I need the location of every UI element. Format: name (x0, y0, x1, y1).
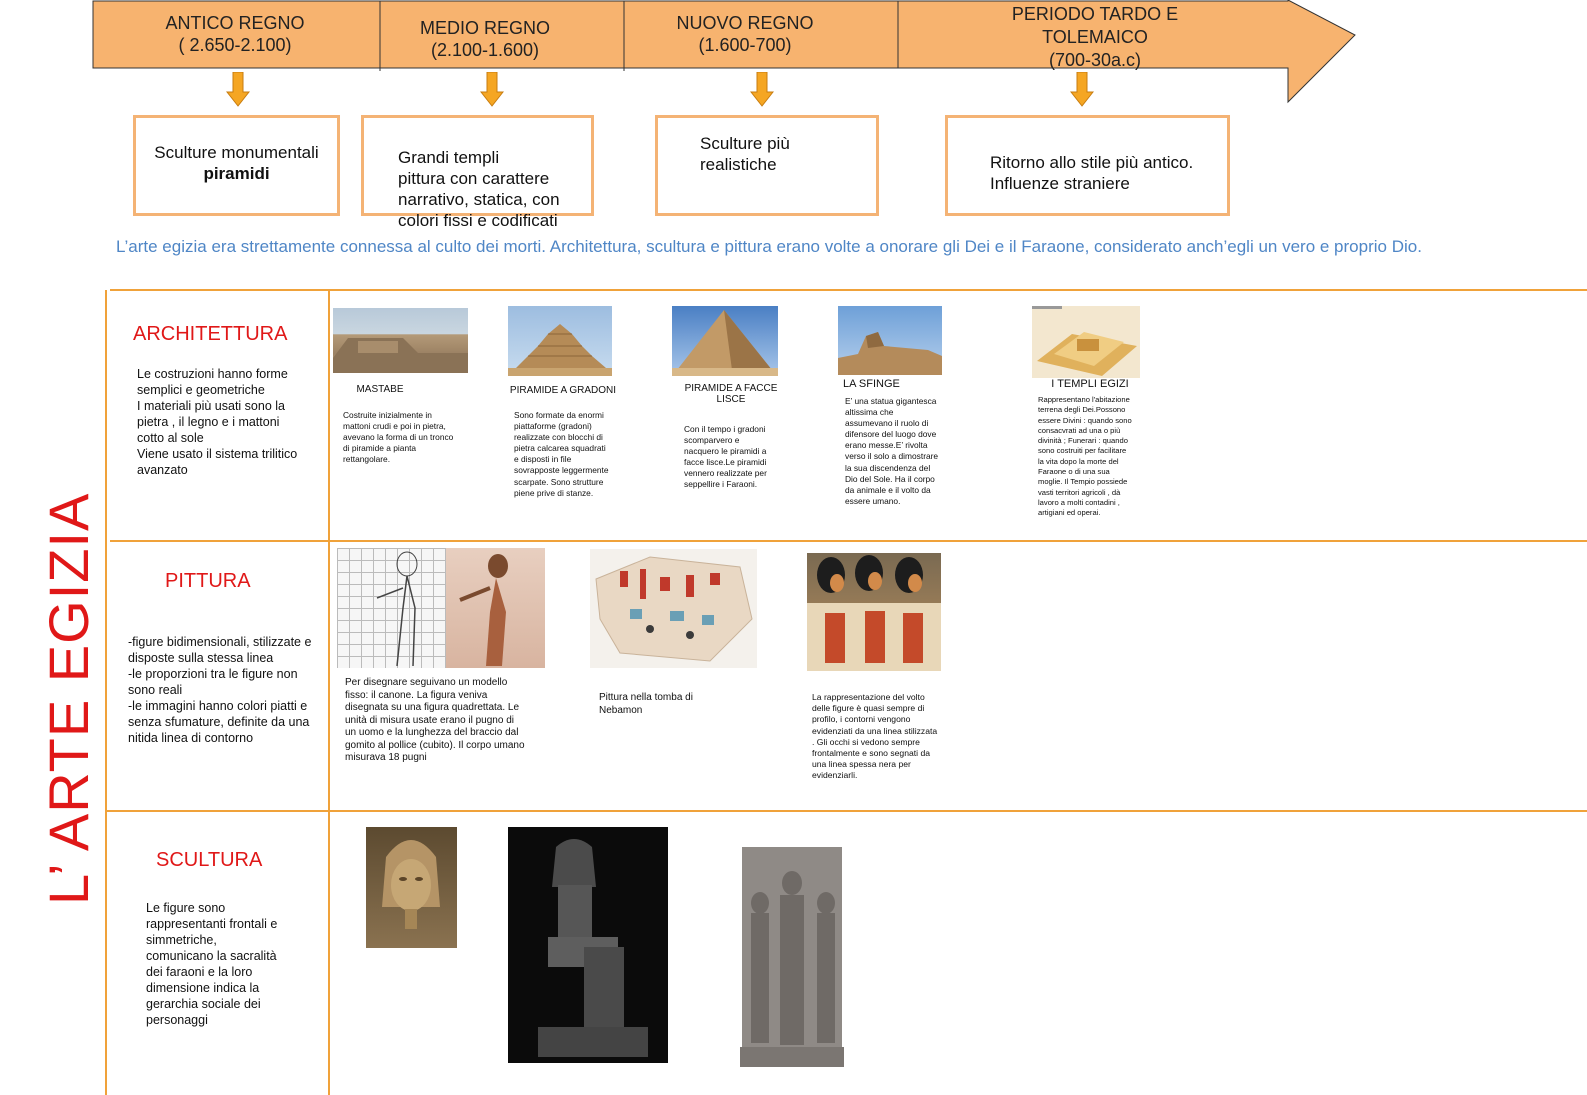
sphinx-image (838, 306, 942, 375)
era-name: NUOVO REGNO (676, 13, 814, 33)
era-dates: (2.100-1.600) (430, 40, 540, 60)
desc-templi: Rappresentano l'abitazione terrena degli Dei.Possono essere Divini : quando sono consacvrati ad una o più divinità ; Funerari : quando sono costruiti per facilitare la vita dopo la morte del Faraone o di una sua moglie. Il Tempio possiede vasti territori agricoli , dà lavoro a molti contadini , artigiani ed operai. (1038, 395, 1132, 518)
era-antico-regno (135, 12, 335, 56)
era-dates: (1.600-700) (698, 35, 792, 55)
canon-grid-image (337, 548, 446, 668)
desc-nebamon: Pittura nella tomba di Nebamon (599, 692, 693, 716)
desc-canone: Per disegnare seguivano un modello fisso: il canone. La figura veniva disegnata su una figura quadrettata. Le unità di misura usate erano il pugno di un uomo e la lunghezza del braccio dal gomito al pollice (cubito). Il corpo umano misurava 18 pugni (345, 677, 525, 763)
desc-mastabe: Costruite inizialmente in mattoni crudi e poi in pietra, avevano la forma di un tronco di piramide a pianta rettangolare. (343, 410, 454, 465)
down-arrow-icon (1070, 72, 1094, 108)
era-dates: ( 2.650-2.100) (178, 35, 292, 55)
mastaba-image (333, 308, 468, 373)
temple-image (1032, 306, 1140, 378)
caption-mastabe: MASTABE (356, 384, 404, 395)
box-text: Ritorno allo stile più antico. Influenze straniere (990, 153, 1194, 193)
desc-piramide-lisce: Con il tempo i gradoni scomparvero e nacquero le piramidi a facce lisce.Le piramidi vennero realizzate per seppellire i Faraoni. (684, 424, 767, 490)
box-text: Sculture monumentali (154, 143, 319, 162)
down-arrow-icon (226, 72, 250, 108)
era-box-tardo (945, 115, 1230, 216)
caption-templi: I TEMPLI EGIZI (1051, 378, 1129, 390)
grid-line-middle (328, 290, 330, 1095)
grid-line-row2 (105, 810, 1587, 812)
section-title-pittura: PITTURA (165, 570, 251, 592)
grid-line-left (105, 290, 107, 1095)
section-text-scultura: Le figure sono rappresentanti frontali e simmetriche, comunicano la sacralità dei faraoni e la loro dimensione indica la gerarchia sociale dei personaggi (146, 901, 278, 1027)
canon-painting-image (446, 548, 545, 668)
box-text: Grandi templi pittura con carattere narrativo, statica, con colori fissi e codificati (398, 148, 560, 230)
era-dates: (700-30a.c) (1048, 50, 1142, 70)
caption-piramide-lisce: PIRAMIDE A FACCE LISCE (684, 383, 778, 405)
pharaoh-head-image (366, 827, 457, 948)
seated-statue-image (508, 827, 668, 1063)
section-text-architettura: Le costruzioni hanno forme semplici e geometriche I materiali più usati sono la pietra , il legno e i mattoni cotto al sole Viene usato il sistema trilitico avanzato (137, 367, 298, 477)
nebamon-painting-image (590, 549, 757, 668)
era-medio-regno (380, 17, 590, 61)
era-name: MEDIO REGNO (419, 18, 550, 38)
section-text-pittura: -figure bidimensionali, stilizzate e disposte sulla stessa linea -le proporzioni tra le figure non sono reali -le immagini hanno colori piatti e senza sfumature, definite da una nitida linea di contorno (128, 635, 312, 745)
caption-piramide-gradoni: PIRAMIDE A GRADONI (509, 385, 617, 396)
triad-statue-image (740, 843, 850, 1073)
profile-figures-image (807, 553, 941, 671)
desc-piramide-gradoni: Sono formate da enormi piattaforme (gradoni) realizzate con blocchi di pietra calcarea squadrati e disposti in file sovrapposte leggermente scarpate. Sono strutture piene prive di stanze. (514, 410, 609, 498)
intro-text: L’arte egizia era strettamente connessa al culto dei morti. Architettura, scultura e pittura erano volte a onorare gli Dei e il Faraone, considerato anch’egli un vero e proprio Dio. (116, 237, 1422, 256)
era-name: PERIODO TARDO E TOLEMAICO (1011, 4, 1179, 47)
era-box-nuovo (655, 115, 879, 216)
grid-line-row1 (110, 540, 1587, 542)
desc-sfinge: E’ una statua gigantesca altissima che assumevano il ruolo di difensore del luogo dove erano messe.E’ rivolta verso il solo a dimostrare la sua discendenza del Dio del Sole. Ha il corpo da animale e il volto da essere umano. (845, 396, 939, 506)
page-title-vertical: L’ ARTE EGIZIA (37, 492, 100, 905)
section-title-scultura: SCULTURA (156, 849, 263, 871)
down-arrow-icon (750, 72, 774, 108)
era-nuovo-regno (640, 12, 850, 56)
down-arrow-icon (480, 72, 504, 108)
desc-profilo: La rappresentazione del volto delle figure è quasi sempre di profilo, i contorni vengono evidenziati da una linea stilizzata . Gli occhi si vedono sempre frontalmente e sono segnati da una linea spessa nera per evidenziarli. (812, 692, 938, 781)
box-text: Sculture più realistiche (700, 134, 790, 174)
era-box-antico (133, 115, 340, 216)
box-text-bold: piramidi (203, 164, 270, 183)
pyramid-steps-image (508, 306, 612, 376)
era-box-medio (361, 115, 594, 230)
pyramid-smooth-image (672, 306, 778, 376)
grid-line-top (110, 289, 1587, 291)
caption-sfinge: LA SFINGE (843, 378, 900, 390)
era-name: ANTICO REGNO (165, 13, 305, 33)
era-periodo-tardo (990, 3, 1200, 72)
section-title-architettura: ARCHITETTURA (133, 323, 288, 345)
